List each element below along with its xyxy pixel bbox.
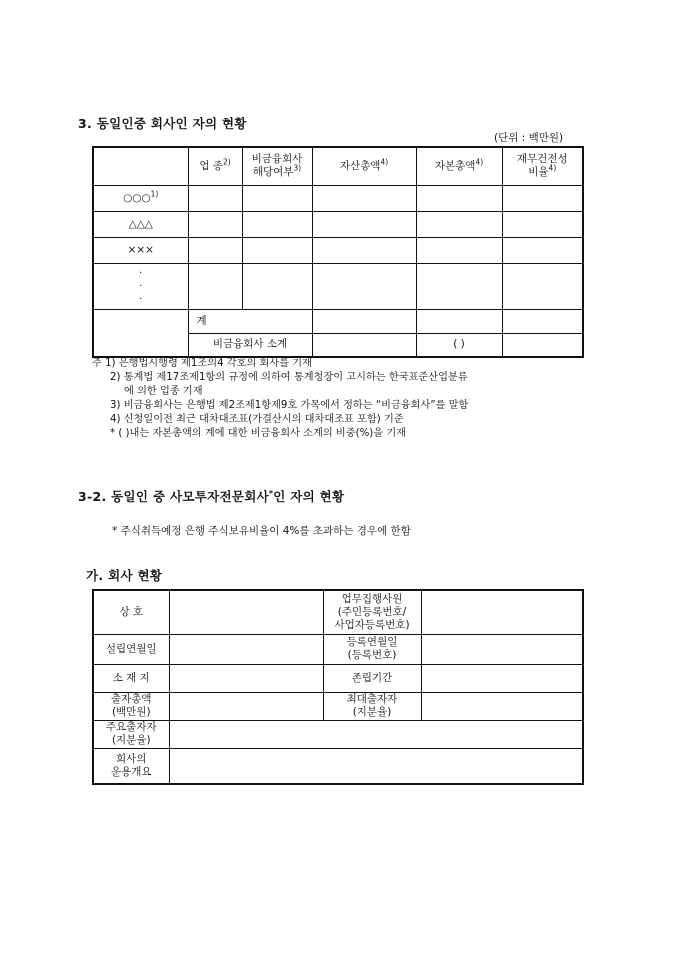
table-row (93, 590, 583, 634)
note-2-cont: 에 의한 업종 기재 (124, 386, 203, 397)
affiliate-table (92, 146, 584, 358)
company-name-value (169, 590, 323, 634)
duration-label: 존립기간 (323, 664, 421, 692)
nonfin-subtotal-label: 비금융회사 소계 (188, 333, 312, 357)
note-4: 4) 신청일이전 최근 대차대조표(가결산시의 대차대조표 포함) 기준 (110, 414, 404, 425)
total-label: 계 (188, 309, 312, 333)
header-nonfinancial: 비금융회사 해당여부$^{3)}$ (242, 147, 312, 185)
row-label: △△△ (93, 211, 188, 237)
section3-title: 3. 동일인중 회사인 자의 현황 (78, 116, 247, 131)
table-header-row (93, 147, 583, 185)
unit-label: (단위 : 백만원) (494, 132, 564, 144)
section32-note: * 주식취득예정 은행 주식보유비율이 4%를 초과하는 경우에 한함 (112, 525, 411, 537)
total-investment-label: 출자총액 (백만원) (93, 692, 169, 720)
note-3: 3) 비금융회사는 은행법 제2조제1항제9호 가목에서 정하는 “비금융회사”를 말함 (110, 400, 469, 411)
header-total-capital: 자본총액$^{4)}$ (416, 147, 502, 185)
note-1: 주 1) 은행법시행령 제1조의4 각호의 회사를 기재 (92, 358, 312, 369)
table-row (93, 634, 583, 664)
table-row-ellipsis (93, 263, 583, 309)
managing-partner-value (421, 590, 583, 634)
header-empty (93, 147, 188, 185)
table-row (93, 692, 583, 720)
table-row (93, 237, 583, 263)
header-industry: 업 종$^{2)}$ (188, 147, 242, 185)
total-row (93, 309, 583, 333)
company-table (92, 589, 584, 785)
registration-date-label: 등록연월일 (등록번호) (323, 634, 421, 664)
vertical-dots: · · · (93, 263, 188, 309)
table-row (93, 720, 583, 748)
company-status-title: 가. 회사 현황 (86, 568, 163, 583)
founded-date-label: 설립연월일 (93, 634, 169, 664)
note-star: * ( )내는 자본총액의 계에 대한 비금융회사 소계의 비중(%)을 기재 (110, 428, 407, 439)
section32-title: 3-2. 동일인 중 사모투자전문회사*인 자의 현황 (78, 488, 345, 504)
header-financial-ratio: 재무건전성 비율$^{4)}$ (502, 147, 583, 185)
location-label: 소 재 지 (93, 664, 169, 692)
managing-partner-label: 업무집행사원 (주민등록번호/ 사업자등록번호) (323, 590, 421, 634)
note-2: 2) 통계법 제17조제1항의 규정에 의하여 통계청장이 고시하는 한국표준산업분류 (110, 372, 468, 383)
operation-overview-label: 회사의 운용개요 (93, 748, 169, 784)
company-name-label: 상 호 (93, 590, 169, 634)
footnotes (92, 357, 468, 441)
row-label: ○○○$^{1)}$ (93, 185, 188, 211)
table-row (93, 185, 583, 211)
table-row (93, 211, 583, 237)
header-total-assets: 자산총액$^{4)}$ (312, 147, 416, 185)
table-row (93, 664, 583, 692)
row-label: ××× (93, 237, 188, 263)
table-row (93, 748, 583, 784)
subtotal-ratio-paren: ( ) (416, 333, 502, 357)
largest-investor-label: 최대출자자 (지분율) (323, 692, 421, 720)
major-investors-label: 주요출자자 (지분율) (93, 720, 169, 748)
